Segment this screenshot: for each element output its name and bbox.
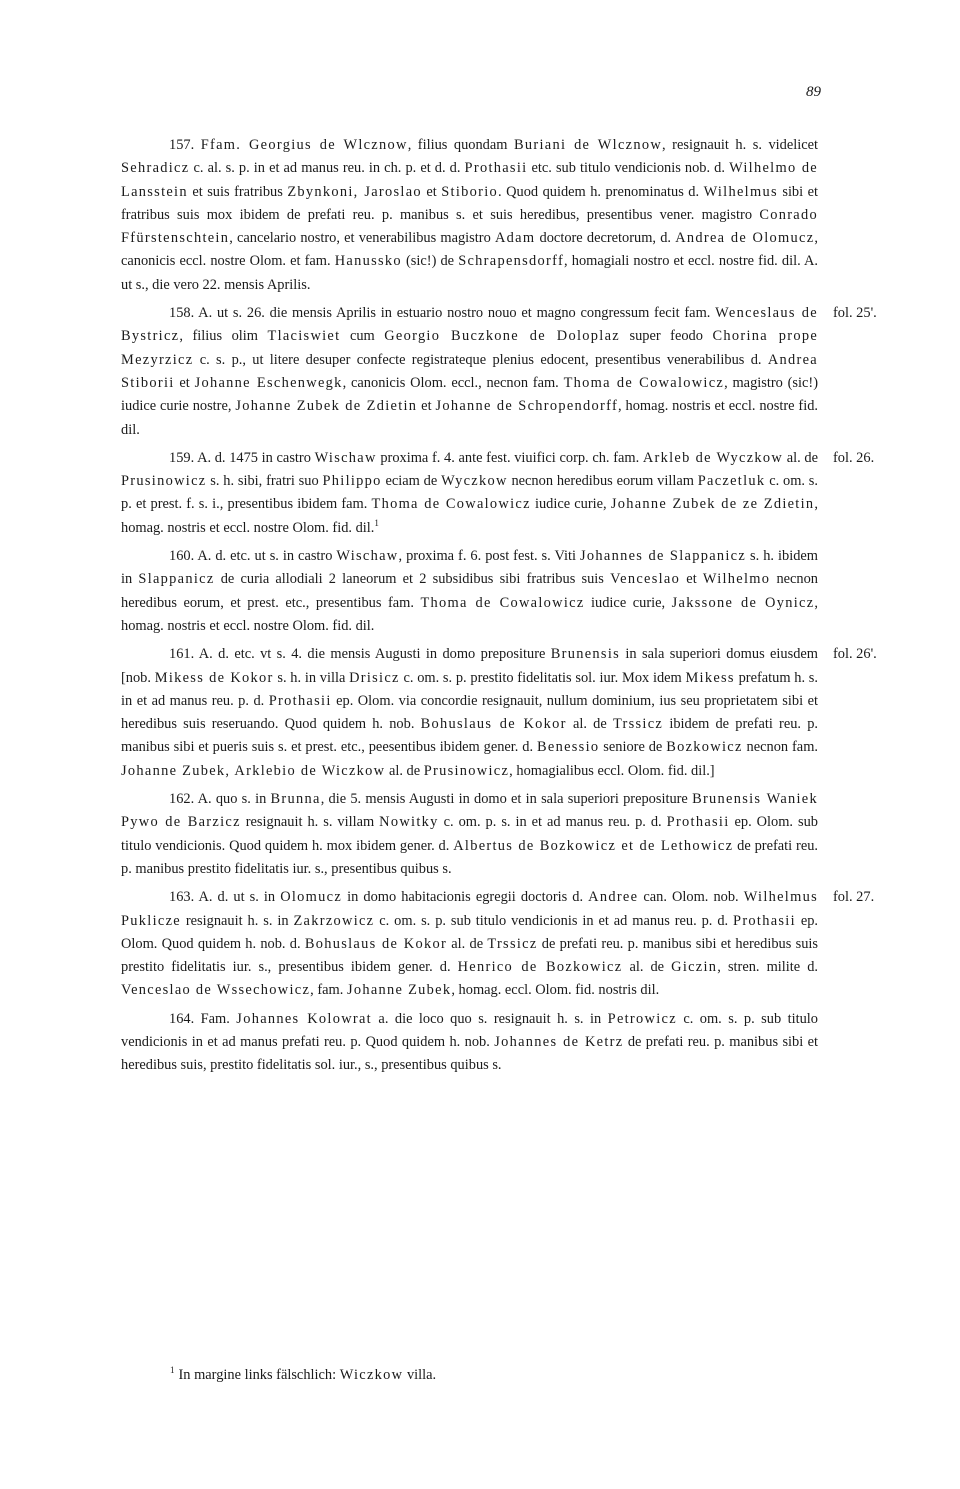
text-run: resignauit h. s. in [180, 912, 294, 929]
personal-name: Bohuslaus de Kokor [420, 716, 567, 733]
personal-name: Andrea de Olomucz [675, 230, 815, 247]
text-run: de prefati reu. p. manibus prestito fidelitatis iur. s., presentibus quibus s. [121, 837, 819, 877]
entry [121, 545, 818, 638]
text-run: 160. A. d. etc. ut s. in castro [169, 548, 337, 565]
text-run: can. Olom. nob. [638, 889, 744, 906]
text-run: necnon heredibus eorum, et prest. etc., presentibus fam. [121, 571, 819, 611]
footnote-reference: 1 [374, 517, 379, 528]
text-run: proxima f. 4. ante fest. viuifici corp. ch. fam. [376, 449, 643, 466]
text-run: , die 5. mensis Augusti in domo et in sala superiori prepositure [320, 791, 693, 808]
personal-name: Buriani de Wlcznow [513, 137, 663, 153]
text-run: necnon fam. [742, 739, 818, 756]
personal-name: Brunensis Waniek Pywo de Barzicz [121, 791, 818, 831]
text-run: ep. Olom. Quod quidem h. nob. d. [121, 912, 818, 952]
text-run: c. al. s. p. in et ad manus reu. in ch. p. et d. d. [189, 160, 465, 177]
text-run: iudice curie, [530, 496, 611, 513]
folio-marker: fol. 26. [833, 449, 875, 466]
text-run: , magistro (sic!) iudice curie nostre, [121, 374, 818, 415]
text-run: s. h. ibidem in [121, 548, 818, 588]
personal-name: Zakrzowicz [293, 912, 375, 929]
entry [121, 643, 877, 783]
personal-name: Giczin [671, 959, 718, 976]
text-run: doctore decretorum, d. [535, 230, 676, 247]
personal-name: Zbynkoni, Jaroslao [287, 183, 422, 200]
text-run: In margine links fälschlich: [178, 1367, 340, 1383]
text-run: in domo habitacionis egregii doctoris d. [342, 889, 589, 906]
footnote [170, 1365, 770, 1385]
text-run: al. de [385, 762, 424, 779]
body-text [121, 134, 877, 1078]
text-run: , homag. nostris et eccl. nostre fid. dil. [121, 398, 819, 438]
text-run: , resignauit h. s. videlicet [662, 137, 818, 153]
text-run: , canonicis Olom. eccl., necnon fam. [342, 374, 564, 391]
personal-name: Arkleb de Wyczkow [642, 449, 784, 466]
entry [121, 302, 877, 442]
personal-name: Andrea Stiborii [121, 351, 818, 391]
text-run: etc. sub titulo vendicionis nob. d. [527, 160, 730, 177]
text-run: et [417, 398, 436, 415]
text-run: seniore de [599, 739, 667, 756]
personal-name: Johannes Kolowrat [236, 1010, 372, 1027]
personal-name: Albertus de Bozkowicz et de Lethowicz [453, 837, 734, 854]
personal-name: Johanne Eschenwegk [194, 374, 343, 391]
personal-name: Henrico de Bozkowicz [457, 959, 623, 976]
text-run: sibi et fratribus suis mox ibidem de prefati reu. p. manibus s. et suis heredibus, presentibus vener. magistro [121, 183, 818, 223]
personal-name: Venceslao de Wssechowicz [121, 982, 311, 999]
personal-name: Johanne Zubek [346, 982, 452, 999]
text-run: de prefati reu. p. manibus sibi et heredibus suis prestito fidelitatis iur. s., presentibus ibidem gener. d. [121, 935, 818, 976]
personal-name: Stiborio [441, 183, 499, 200]
text-run: de curia allodiali 2 laneorum et 2 subsidibus sibi fratribus suis [214, 571, 611, 588]
personal-name: Prothasii [666, 814, 730, 831]
text-run: et [680, 571, 703, 588]
text-run: villa. [403, 1367, 437, 1383]
personal-name: Prothasii [268, 692, 332, 709]
personal-name: Wischaw [314, 449, 377, 466]
personal-name: Prothasii [464, 160, 528, 177]
text-run: 159. A. d. 1475 in castro [169, 449, 315, 466]
folio-marker: fol. 26'. [833, 646, 877, 663]
personal-name: Adam [494, 230, 536, 247]
personal-name: Benessio [537, 739, 600, 756]
text-run: ep. Olom. sub titulo vendicionis. Quod quidem h. mox ibidem gener. d. [121, 814, 818, 854]
personal-name: Bozkowicz [666, 739, 743, 756]
text-run: 162. A. quo s. in [169, 791, 271, 808]
text-run: s. h. in villa [273, 669, 350, 686]
text-run: et suis fratribus [187, 183, 288, 200]
personal-name: Wischaw [336, 548, 399, 565]
text-run: 164. Fam. [169, 1010, 237, 1027]
personal-name: Wenceslaus de Bystricz [121, 305, 818, 345]
text-run: , homag. nostris et eccl. nostre Olom. fid. dil. [121, 496, 819, 536]
personal-name: Brunna [270, 791, 321, 808]
text-run: et [174, 374, 195, 391]
personal-name: Conrado Ffürstenschtein [121, 206, 818, 247]
personal-name: Drisicz [349, 669, 400, 686]
text-run: 163. A. d. ut s. in [169, 889, 281, 906]
personal-name: Hanussko [334, 253, 402, 270]
text-run: cum [340, 328, 385, 345]
text-run: , filius olim [179, 328, 268, 345]
personal-name: Olomucz [280, 889, 343, 906]
personal-name: Ffam. Georgius de Wlcznow [200, 137, 408, 153]
text-run: c. s. p., ut litere desuper confecte registrateque plenius edocent, presentibus venerabilibus d. [193, 351, 768, 368]
text-run: , homagiali nostro et eccl. nostre fid. dil. A. ut s., die vero 22. mensis Aprilis. [121, 253, 818, 293]
personal-name: Brunensis [550, 646, 621, 663]
personal-name: Paczetluk [697, 473, 766, 490]
personal-name: Georgio Buczkone de Doloplaz [384, 328, 620, 345]
text-run: (sic!) de [401, 253, 459, 270]
text-run: , homag. eccl. Olom. fid. nostris dil. [451, 982, 660, 999]
text-run: al. de [622, 959, 672, 976]
entry [121, 447, 875, 540]
text-run: eciam de [381, 473, 442, 490]
entry [121, 886, 875, 1002]
entry [121, 788, 818, 881]
entry [121, 1008, 818, 1078]
personal-name: Jakssone de Oynicz [671, 594, 815, 611]
text-run: iudice curie, [584, 594, 672, 611]
text-run: 158. A. ut s. 26. die mensis Aprilis in estuario nostro nouo et magno congressum fecit fam. [169, 305, 716, 322]
text-run: al. de [447, 935, 488, 952]
text-run: ep. Olom. via concordie resignauit, nullum dominium, ius seu proprietatem sibi et heredibus suis reseruando. Quod quidem h. nob. [121, 692, 818, 733]
personal-name: Nowitky [379, 814, 439, 831]
text-run: de prefati reu. p. manibus sibi et heredibus suis, prestito fidelitatis sol. iur., s., presentibus quibus s. [121, 1033, 819, 1074]
text-run: al. de [783, 449, 818, 466]
text-run: , canonicis eccl. nostre Olom. et fam. [121, 230, 818, 270]
text-run: et [421, 183, 442, 200]
entry [121, 134, 818, 297]
personal-name: Mikess [685, 669, 735, 686]
personal-name: Thoma de Cowalowicz [420, 594, 585, 611]
text-run: 157. [169, 137, 201, 153]
personal-name: Wyczkow [441, 473, 508, 490]
personal-name: Johanne Zubek de ze Zdietin [610, 496, 815, 513]
footnote-mark: 1 [170, 1365, 175, 1376]
personal-name: Chorina prope Mezyrzicz [121, 328, 819, 368]
personal-name: Schrapensdorff [458, 253, 565, 270]
text-run: ibidem de prefati reu. p. manibus sibi et pueris suis s. et prest. etc., peesentibus ibidem gener. d. [121, 716, 819, 756]
personal-name: Johannes de Ketrz [494, 1033, 624, 1050]
personal-name: Trssicz [612, 716, 664, 733]
text-run: prefatum h. s. in et ad manus reu. p. d. [121, 669, 818, 709]
personal-name: Johannes de Slappanicz [580, 548, 747, 565]
personal-name: Johanne Zubek, Arklebio de Wiczkow [121, 762, 386, 779]
personal-name: Prothasii [733, 912, 796, 929]
personal-name: Johanne Zubek de Zdietin [235, 398, 418, 415]
text-run: , homagialibus eccl. Olom. fid. dil.] [509, 762, 715, 779]
text-run: resignauit h. s. villam [240, 814, 380, 831]
page-number: 89 [806, 84, 821, 100]
text-run: 161. A. d. etc. vt s. 4. die mensis Augusti in domo prepositure [169, 646, 551, 663]
personal-name: Tlaciswiet [267, 328, 341, 345]
text-run: c. om. s. p. sub titulo vendicionis in et ad manus prefati reu. p. Quod quidem h. nob. [121, 1010, 818, 1050]
text-run: . Quod quidem h. prenominatus d. [498, 183, 704, 200]
text-run: c. om. s. p. prestito fidelitatis sol. iur. Mox idem [399, 669, 686, 686]
text-run: , filius quondam [407, 137, 514, 153]
text-run: , homag. nostris et eccl. nostre Olom. fid. dil. [121, 594, 819, 634]
text-run: , proxima f. 6. post fest. s. Viti [398, 548, 580, 565]
text-run: super feodo [619, 328, 713, 345]
text-run: s. h. sibi, fratri suo [206, 473, 323, 490]
personal-name: Wilhelmo [702, 571, 771, 588]
text-run: c. om. s. p. et prest. f. s. i., presentibus ibidem fam. [121, 473, 819, 513]
text-run: in sala superiori domus eiusdem [nob. [121, 646, 819, 686]
text-run: , stren. milite d. [717, 959, 818, 976]
text-run: c. om. s. p. sub titulo vendicionis in et ad manus reu. p. d. [374, 912, 734, 929]
personal-name: Prusinowicz [121, 473, 207, 490]
personal-name: Andree [588, 889, 639, 906]
personal-name: Prusinowicz [423, 762, 510, 779]
personal-name: Philippo [322, 473, 382, 490]
personal-name: Johanne de Schropendorff [435, 398, 619, 415]
text-run: c. om. p. s. in et ad manus reu. p. d. [438, 814, 667, 831]
personal-name: Mikess de Kokor [154, 669, 274, 686]
text-run: , cancelario nostro, et venerabilibus magistro [229, 230, 495, 247]
personal-name: Venceslao [610, 571, 681, 588]
text-run: a. die loco quo s. resignauit h. s. in [371, 1010, 608, 1027]
personal-name: Wilhelmus Puklicze [121, 889, 818, 929]
personal-name: Bohuslaus de Kokor [304, 935, 448, 952]
personal-name: Petrowicz [607, 1010, 677, 1027]
personal-name: Thoma de Cowalowicz [371, 496, 531, 513]
personal-name: Wilhelmo de Lansstein [121, 160, 818, 200]
personal-name: Wilhelmus [703, 183, 778, 200]
personal-name: Trssicz [487, 935, 538, 952]
text-run: al. de [566, 716, 613, 733]
footnote-text [179, 1367, 437, 1383]
folio-marker: fol. 25'. [833, 305, 877, 322]
text-run: , fam. [310, 982, 347, 999]
personal-name: Sehradicz [121, 160, 190, 177]
personal-name: Thoma de Cowalowicz [563, 374, 725, 391]
personal-name: Wiczkow [339, 1367, 404, 1383]
text-run: necnon heredibus eorum villam [507, 473, 698, 490]
personal-name: Slappanicz [138, 571, 215, 588]
folio-marker: fol. 27. [833, 889, 875, 906]
